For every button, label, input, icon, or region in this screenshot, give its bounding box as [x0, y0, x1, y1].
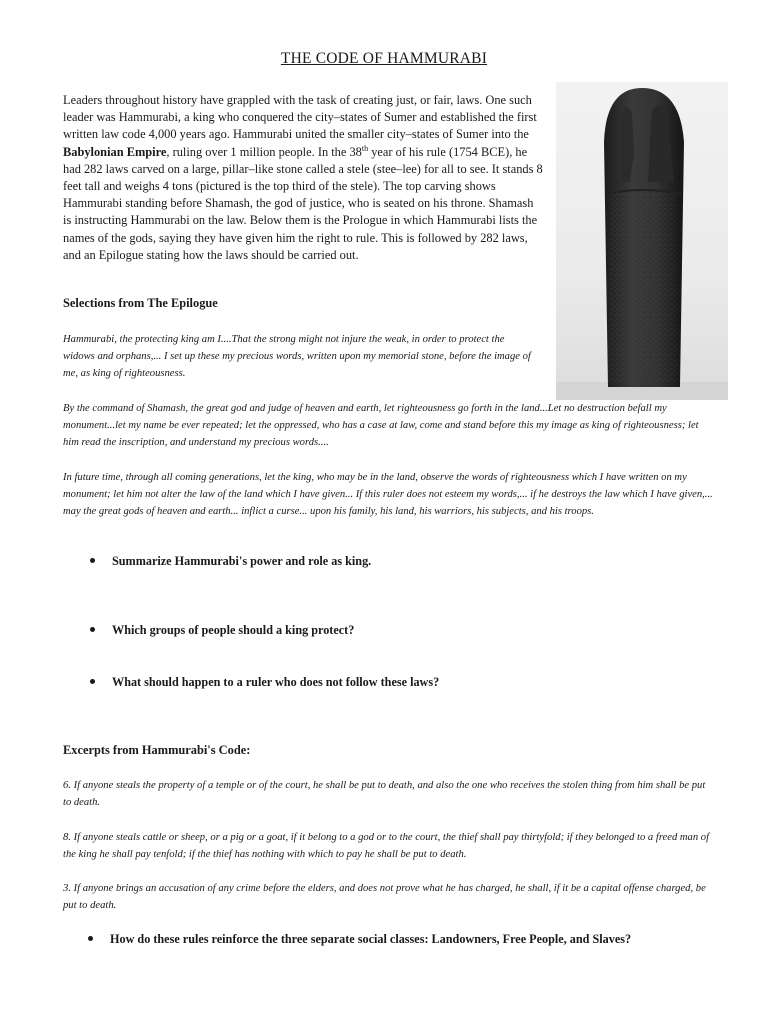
question-summarize-power	[90, 554, 371, 569]
bullet-icon	[90, 558, 95, 563]
ordinal-suffix: th	[361, 143, 369, 153]
code-heading: Excerpts from Hammurabi's Code:	[63, 743, 251, 757]
stele-image	[556, 82, 728, 400]
question-social-classes	[88, 932, 631, 947]
epilogue-quote-2: By the command of Shamash, the great god and judge of heaven and earth, let righteousness go forth in the land...Let no destruction befall my monument...let my name be ever repeated; let the oppressed, who has a case at law, come and stand before this my image as king of righteousness; let him read the inscription, and understand my precious words....	[63, 403, 699, 449]
law-3: 3. If anyone brings an accusation of any crime before the elders, and does not prove what he has charged, he shall, if it be a capital offense charged, be put to death.	[63, 883, 706, 912]
bullet-icon	[88, 936, 93, 941]
intro-text-1: Leaders throughout history have grappled with the task of creating just, or fair, laws. One such leader was Hammurabi, a king who conquered the city–states of Sumer and established the first written law code 4,000 years ago. Hammurabi united the smaller city–states of Sumer into the	[63, 93, 537, 142]
stele-photo	[556, 82, 728, 400]
bullet-icon	[90, 627, 95, 632]
question-text: Summarize Hammurabi's power and role as king.	[112, 554, 372, 568]
page-title: THE CODE OF HAMMURABI	[280, 50, 488, 67]
epilogue-quote-3: In future time, through all coming generations, let the king, who may be in the land, observe the words of righteousness which I have written on my monument; let him not alter the law of the land which I have given... If this ruler does not esteem my words,... if he destroys the law which I have given,... may the great gods of heaven and earth... inflict a curse... upon his family, his land, his warriors, his subjects, and his troops.	[63, 472, 713, 518]
question-text: What should happen to a ruler who does not follow these laws?	[112, 675, 440, 689]
intro-text-2: , ruling over 1 million people. In the 38	[166, 144, 362, 159]
law-6: 6. If anyone steals the property of a temple or of the court, he shall be put to death, and also the one who receives the stolen thing from him shall be put to death.	[63, 780, 706, 809]
question-ruler-consequence	[90, 675, 439, 690]
bullet-icon	[90, 679, 95, 684]
epilogue-heading: Selections from The Epilogue	[63, 296, 218, 310]
intro-paragraph	[63, 92, 543, 264]
law-8: 8. If anyone steals cattle or sheep, or a pig or a goat, if it belong to a god or to the court, the thief shall pay thirtyfold; if they belonged to a freed man of the king he shall pay tenfold; if the thief has nothing with which to pay he shall be put to death.	[63, 832, 710, 861]
question-text: How do these rules reinforce the three separate social classes: Landowners, Free People, and Slaves?	[110, 932, 632, 946]
epilogue-quote-1: Hammurabi, the protecting king am I....That the strong might not injure the weak, in order to protect the widows and orphans,... I set up these my precious words, written upon my memorial stone, before the image of me, as king of righteousness.	[63, 334, 531, 380]
question-groups-protect	[90, 623, 354, 638]
babylonian-empire-term: Babylonian Empire	[63, 144, 167, 159]
question-text: Which groups of people should a king protect?	[112, 623, 355, 637]
intro-text-3: year of his rule (1754 BCE), he had 282 laws carved on a large, pillar–like stone called a stele (stee–lee) for all to see. It stands 8 feet tall and weighs 4 tons (pictured is the top third of the stele). The top carving shows Hammurabi standing before Shamash, the god of justice, who is seated on his throne. Shamash is instructing Hammurabi on the law. Below them is the Prologue in which Hammurabi lists the names of the gods, saying they have given him the right to rule. This is followed by 282 laws, and an Epilogue stating how the laws should be carried out.	[63, 144, 543, 262]
